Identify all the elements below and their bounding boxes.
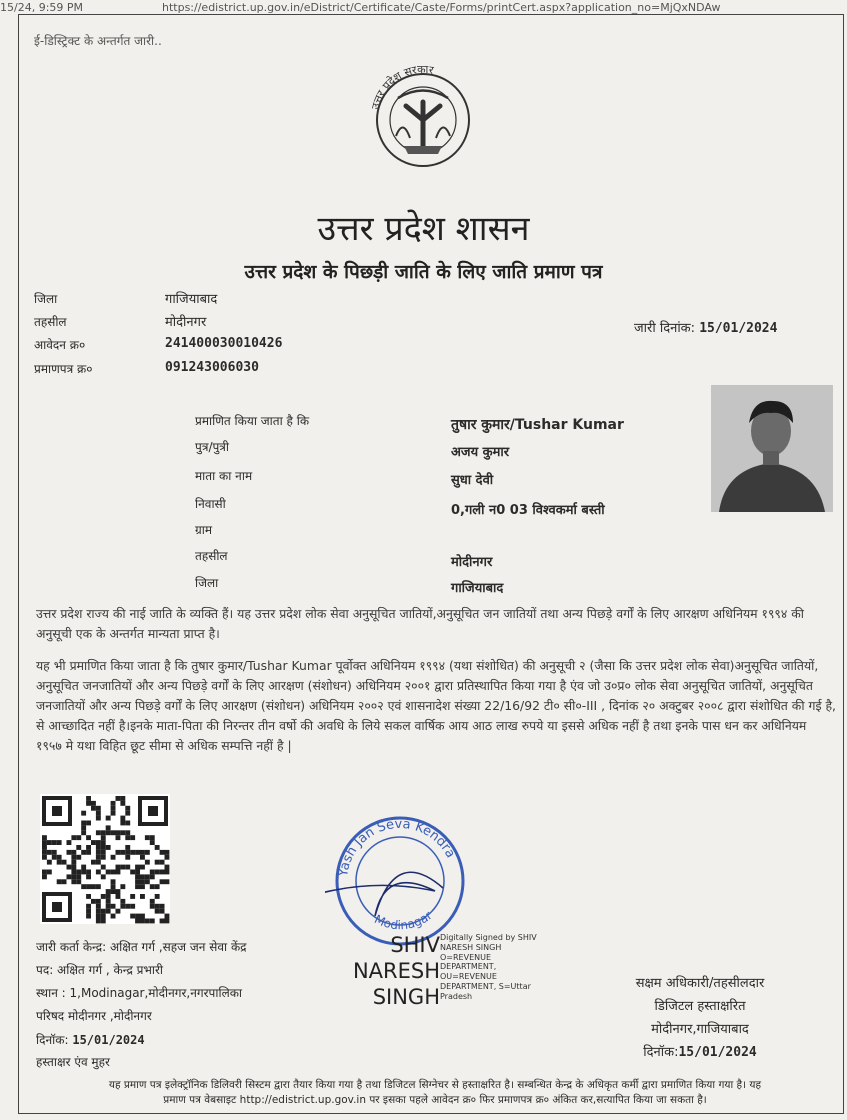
applicant-photo <box>711 385 833 512</box>
tehsil-value: मोदीनगर <box>165 315 207 330</box>
tehsil-detail-label: तहसील <box>195 549 228 563</box>
print-url: https://edistrict.up.gov.in/eDistrict/Certificate/Caste/Forms/printCert.aspx?application_no=MjQxNDAw <box>162 1 721 14</box>
creamy-layer-statement: यह भी प्रमाणित किया जाता है कि तुषार कुमार/Tushar Kumar पूर्वोक्त अधिनियम १९९४ (यथा संशोधित) की अनुसूची २ (जैसा कि उत्तर प्रदेश लोक सेवा)अनुसूचित जातियों, अनुसूचित जनजातियों और अन्य पिछड़े वर्गों के लिए आरक्षण (संशोधन) अधिनियम २००१ द्वारा प्रतिस्थापित किया गया है एंव जो उ०प्र० लोक सेवा अनुसूचित जातियों, अनुसूचित जनजातियों और अन्य पिछड़े वर्गों के लिए आरक्षण (संशोधन) अधिनियम २००२ एवं शासनादेश संख्या 22/16/92 टी० सी०-III , दिनांक २० अक्टुबर २००८ द्वारा संशोधित की गई है, से आच्छादित नहीं है।इनके माता-पिता की निरन्तर तीन वर्षो की अवधि के लिये सकल वार्षिक आय आठ लाख रुपये या इससे अधिक नहीं है तथा इनके पास धन कर अधिनियम १९५७ मे यथा विहित छूट सीमा से अधिक सम्पत्ति नहीं है | <box>36 658 836 753</box>
resident-label: निवासी <box>195 497 226 511</box>
issuer-date-label: दिनॉक: <box>36 1033 69 1047</box>
applicant-name: तुषार कुमार/Tushar Kumar <box>451 417 624 433</box>
parent-label: पुत्र/पुत्री <box>195 440 230 454</box>
authority-date <box>600 1041 800 1064</box>
issuer-place-line2: परिषद मोदीनगर ,मोदीनगर <box>36 1009 152 1023</box>
svg-text:Modinagar <box>372 908 435 932</box>
sig-detail-6: DEPARTMENT, S=Uttar <box>440 981 531 991</box>
sig-detail-7: Pradesh <box>440 991 473 1001</box>
father-name: अजय कुमार <box>451 445 510 460</box>
sig-detail-5: OU=REVENUE <box>440 972 497 982</box>
authority-date-label: दिनॉक: <box>643 1045 679 1060</box>
district-detail-label: जिला <box>195 576 219 590</box>
footer-line1: यह प्रमाण पत्र इलेक्ट्रॉनिक डिलिवरी सिस्टम द्वारा तैयार किया गया है तथा डिजिटल सिग्नेचर से हस्ताक्षरित है। सम्बन्धित केन्द्र के अधिकृत कर्मी द्वारा प्रमाणित किया गया है। यह <box>108 1079 762 1091</box>
stamp-bottom-text: Modinagar <box>372 908 435 933</box>
mother-label: माता का नाम <box>195 469 253 483</box>
certificate-number: 091243006030 <box>165 360 259 375</box>
qr-code <box>40 794 170 924</box>
certificate-title: उत्तर प्रदेश के पिछड़ी जाति के लिए जाति प्रमाण पत्र <box>244 261 603 283</box>
authority-signed: डिजिटल हस्ताक्षरित <box>654 999 746 1014</box>
resident-address: 0,गली न0 03 विश्वकर्मा बस्ती <box>451 503 605 518</box>
stamp-top-text: Yash Jan Seva Kendra <box>336 816 458 878</box>
mother-name: सुधा देवी <box>451 473 494 488</box>
authority-block <box>600 972 800 1064</box>
digital-signature-details <box>440 933 537 1002</box>
emblem-text: उत्तर प्रदेश सरकार <box>368 62 435 111</box>
digital-signer-name <box>330 932 440 1010</box>
sig-detail-4: DEPARTMENT, <box>440 962 497 972</box>
footer-line2: प्रमाण पत्र वेबसाइट http://edistrict.up.gov.in पर इसका पहले आवेदन क्र० फिर प्रमाणपत्र क्र० अंकित कर,सत्यापित किया जा सकता है। <box>163 1094 707 1106</box>
signature-seal-label: हस्ताक्षर एंव मुहर <box>36 1055 110 1069</box>
issue-date-label: जारी दिनांक: <box>634 321 696 336</box>
verification-footer <box>40 1078 830 1108</box>
issuing-centre: जारी कर्ता केन्द्र: अक्षित गर्ग ,सहज जन सेवा केंद्र <box>36 940 247 954</box>
issue-date <box>634 318 777 336</box>
creamy-layer-paragraph <box>36 656 836 756</box>
edistrict-note: ई-डिस्ट्रिक्ट के अन्तर्गत जारी.. <box>34 34 162 48</box>
signer-name-line3: SINGH <box>372 985 440 1009</box>
certificate-label: प्रमाणपत्र क्र० <box>34 362 93 376</box>
district-value: गाजियाबाद <box>165 292 218 307</box>
authority-title: सक्षम अधिकारी/तहसीलदार <box>635 976 765 991</box>
issuer-date-value: 15/01/2024 <box>72 1033 145 1047</box>
district-detail-value: गाजियाबाद <box>451 581 504 596</box>
signer-name-line2: NARESH <box>352 959 440 983</box>
caste-statement: उत्तर प्रदेश राज्य की नाई जाति के व्यक्ति हैं। यह उत्तर प्रदेश लोक सेवा अनुसूचित जातियों,अनुसूचित जन जातियों तथा अन्य पिछड़े वर्गों के लिए आरक्षण अधिनियम १९९४ की अनुसूची एक के अन्तर्गत मान्यता प्राप्त है। <box>36 606 804 641</box>
application-number: 241400030010426 <box>165 336 283 351</box>
certify-label: प्रमाणित किया जाता है कि <box>195 414 310 428</box>
issue-date-value: 15/01/2024 <box>699 321 778 336</box>
caste-paragraph <box>36 604 836 644</box>
govt-title: उत्तर प्रदेश शासन <box>317 209 530 249</box>
sig-detail-3: O=REVENUE <box>440 952 492 962</box>
print-timestamp: 15/24, 9:59 PM <box>0 1 84 14</box>
authority-place: मोदीनगर,गाजियाबाद <box>651 1022 749 1037</box>
tehsil-detail-value: मोदीनगर <box>451 555 493 570</box>
village-label: ग्राम <box>195 523 213 537</box>
application-label: आवेदन क्र० <box>34 338 86 352</box>
issuer-post: पद: अक्षित गर्ग , केन्द्र प्रभारी <box>36 963 164 977</box>
district-label: जिला <box>34 292 58 306</box>
issuer-place-line1: स्थान : 1,Modinagar,मोदीनगर,नगरपालिका <box>36 986 243 1000</box>
signer-name-line1: SHIV <box>390 933 440 957</box>
svg-text:Yash Jan Seva Kendra <box>336 817 458 879</box>
sig-detail-1: Digitally Signed by SHIV <box>440 933 537 942</box>
up-emblem-icon <box>358 58 488 168</box>
authority-date-value: 15/01/2024 <box>678 1045 757 1060</box>
tehsil-label: तहसील <box>34 315 67 329</box>
sig-detail-2: NARESH SINGH <box>440 942 502 952</box>
issuer-date <box>36 1031 145 1048</box>
